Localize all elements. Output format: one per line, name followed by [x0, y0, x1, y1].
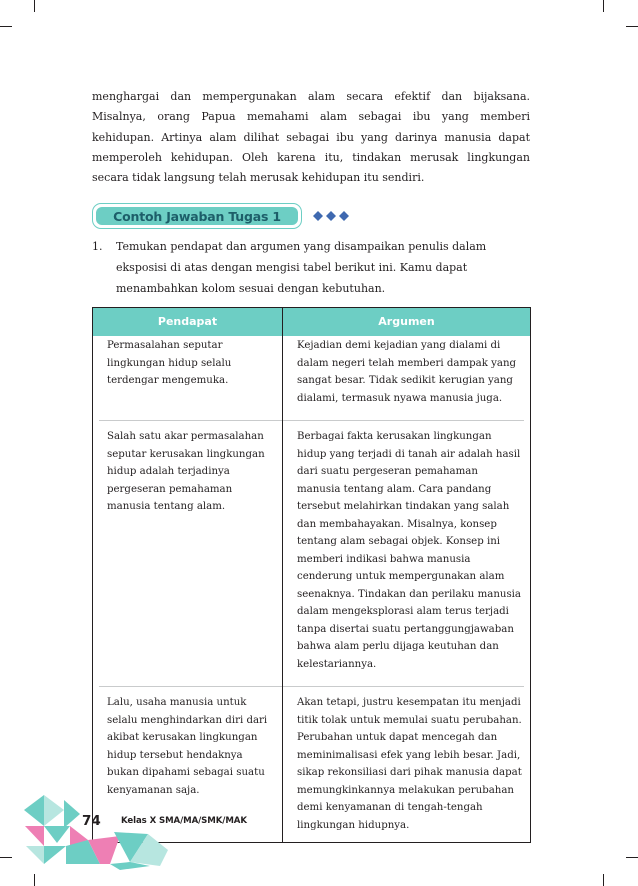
- argumen-cell: Kejadian demi kejadian yang dialami di dalam negeri telah memberi dampak yang sangat besar. Tidak sedikit kerugian yang dialami, termasuk nyawa manusia juga.: [283, 336, 531, 415]
- pendapat-cell: Lalu, usaha manusia untuk selalu menghindarkan diri dari akibat kerusakan lingkungan hidup tersebut hendaknya bukan dipahami sebagai suatu kenyamanan saja.: [93, 693, 283, 843]
- book-label: Kelas X SMA/MA/SMK/MAK: [121, 816, 247, 826]
- column-header-argumen: Argumen: [283, 308, 531, 337]
- column-header-pendapat: Pendapat: [93, 308, 283, 337]
- intro-paragraph: menghargai dan mempergunakan alam secara efektif dan bijaksana. Misalnya, orang Papua memahami alam sebagai ibu yang memberi kehidupan. Artinya alam dilihat sebagai ibu yang darinya manusia dapat memperoleh kehidupan. Oleh karena itu, tindakan merusak lingkungan secara tidak langsung telah merusak kehidupan itu sendiri.: [92, 90, 530, 185]
- triangle-shape: [44, 846, 66, 864]
- triangle-shape: [44, 826, 70, 843]
- page-number: 74: [82, 813, 101, 829]
- argumen-cell: Akan tetapi, justru kesempatan itu menjadi titik tolak untuk memulai suatu perubahan. Perubahan untuk dapat mencegah dan meminimalisasi efek yang lebih besar. Jadi, sikap rekonsiliasi dari pihak manusia dapat memungkinkannya melakukan perubahan demi kenyamanan di tengah-tengah lingkungan hidupnya.: [283, 693, 531, 843]
- triangle-shape: [24, 795, 44, 826]
- task-text: Temukan pendapat dan argumen yang disampaikan penulis dalam eksposisi di atas dengan mengisi tabel berikut ini. Kamu dapat menambahkan kolom sesuai dengan kebutuhan.: [116, 240, 487, 295]
- triangle-shape: [26, 846, 44, 864]
- triangle-shape: [64, 800, 80, 828]
- pendapat-cell: Salah satu akar permasalahan seputar kerusakan lingkungan hidup adalah terjadinya pergeseran pemahaman manusia tentang alam.: [93, 427, 283, 681]
- section-title: Contoh Jawaban Tugas 1: [113, 208, 281, 224]
- triangle-shape: [25, 826, 44, 846]
- pendapat-cell: Permasalahan seputar lingkungan hidup selalu terdengar mengemuka.: [93, 336, 283, 415]
- triangle-shape: [44, 795, 64, 826]
- argumen-cell: Berbagai fakta kerusakan lingkungan hidup yang terjadi di tanah air adalah hasil dari suatu pergeseran pemahaman manusia tentang alam. Cara pandang tersebut melahirkan tindakan yang salah dan membahayakan. Misalnya, konsep tentang alam sebagai objek. Konsep ini memberi indikasi bahwa manusia cenderung untuk mempergunakan alam seenaknya. Tindakan dan perilaku manusia dalam mengeksplorasi alam terus terjadi tanpa disertai suatu pertanggungjawaban bahwa alam perlu dijaga keutuhan dan kelestariannya.: [283, 427, 531, 681]
- task-number: 1.: [92, 240, 103, 253]
